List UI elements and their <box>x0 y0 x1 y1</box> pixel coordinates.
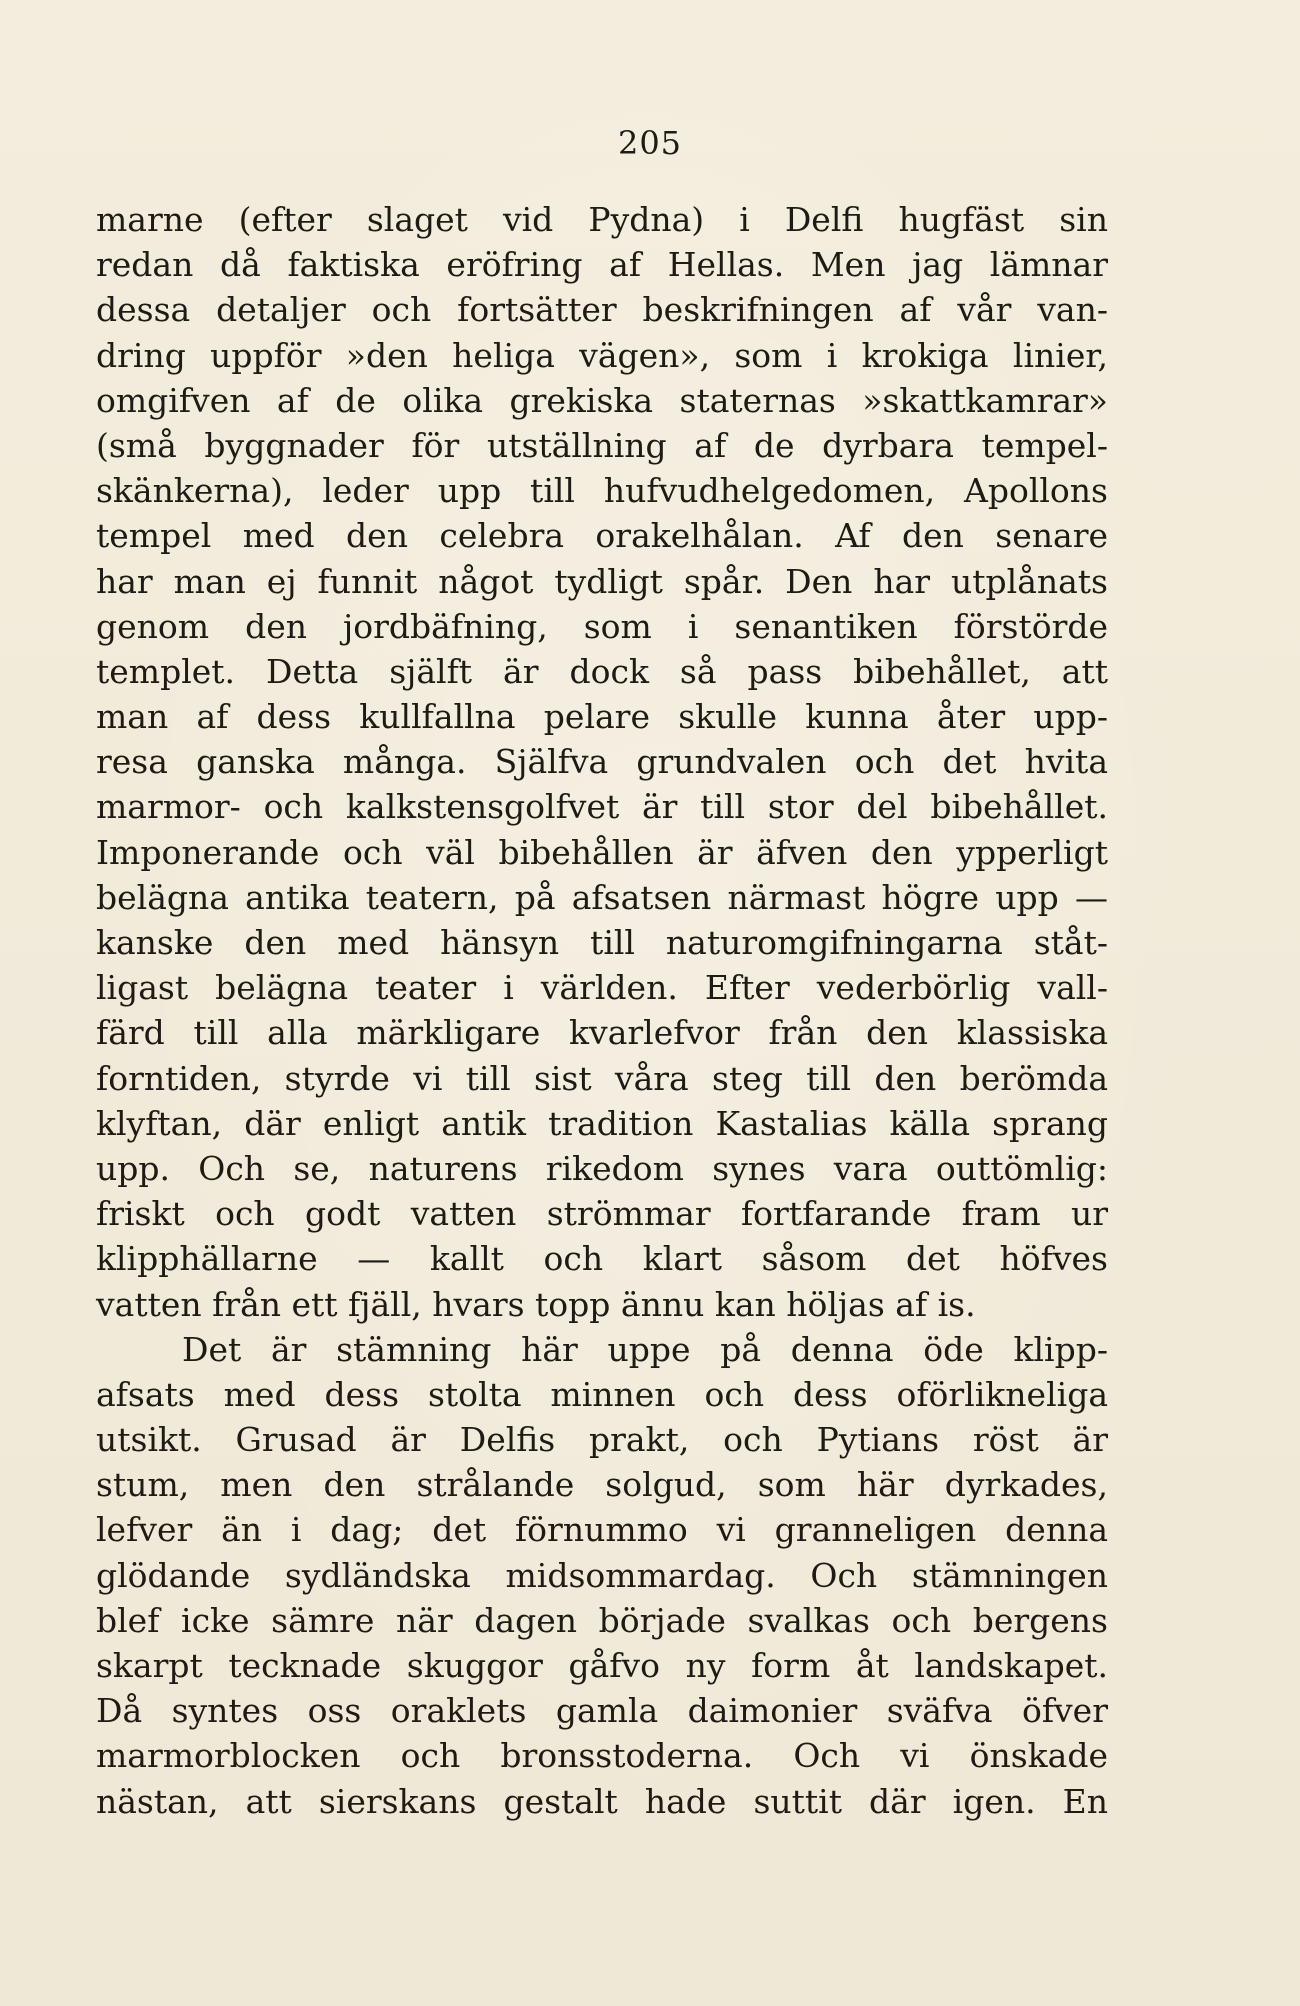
text-line: forntiden, styrde vi till sist våra steg till den berömda <box>96 1058 1108 1098</box>
text-line: belägna antika teatern, på afsatsen närmast högre upp — <box>96 877 1108 917</box>
body-text <box>96 197 1108 1824</box>
text-line: Det är stämning här uppe på denna öde klipp- <box>182 1329 1108 1369</box>
text-line: har man ej funnit något tydligt spår. Den har utplånats <box>96 561 1108 601</box>
text-line: vatten från ett fjäll, hvars topp ännu kan höljas af is. <box>96 1284 976 1324</box>
text-line: ligast belägna teater i världen. Efter vederbörlig vall- <box>96 968 1108 1008</box>
text-line: marne (efter slaget vid Pydna) i Delfi hugfäst sin <box>96 200 1108 239</box>
text-line: resa ganska många. Själfva grundvalen och det hvita <box>96 742 1108 782</box>
text-line: friskt och godt vatten strömmar fortfarande fram ur <box>96 1194 1108 1234</box>
page-number: 205 <box>617 124 683 162</box>
text-line: tempel med den celebra orakelhålan. Af den senare <box>96 516 1108 556</box>
text-line: omgifven af de olika grekiska staternas »skattkamrar» <box>96 380 1108 420</box>
text-line: afsats med dess stolta minnen och dess oförlikneliga <box>96 1374 1108 1414</box>
text-line: nästan, att sierskans gestalt hade suttit där igen. En <box>96 1781 1108 1821</box>
text-line: blef icke sämre när dagen började svalkas och bergens <box>96 1600 1108 1640</box>
text-line: Imponerande och väl bibehållen är äfven den ypperligt <box>96 832 1108 872</box>
text-line: dessa detaljer och fortsätter beskrifningen af vår van- <box>96 290 1108 330</box>
text-line: skarpt tecknade skuggor gåfvo ny form åt landskapet. <box>96 1646 1108 1685</box>
text-line: marmorblocken och bronsstoderna. Och vi önskade <box>96 1736 1108 1776</box>
text-line: redan då faktiska eröfring af Hellas. Men jag lämnar <box>96 245 1108 285</box>
text-line: klyftan, där enligt antik tradition Kastalias källa sprang <box>96 1103 1108 1143</box>
text-line: utsikt. Grusad är Delfis prakt, och Pytians röst är <box>96 1420 1108 1460</box>
text-line: man af dess kullfallna pelare skulle kunna åter upp- <box>96 697 1108 737</box>
text-line: stum, men den strålande solgud, som här dyrkades, <box>96 1465 1108 1505</box>
text-line: skänkerna), leder upp till hufvudhelgedomen, Apollons <box>96 471 1108 511</box>
text-line: (små byggnader för utställning af de dyrbara tempel- <box>96 425 1108 465</box>
text-line: klipphällarne — kallt och klart såsom det höfves <box>96 1239 1108 1279</box>
text-line: Då syntes oss oraklets gamla daimonier sväfva öfver <box>96 1691 1108 1731</box>
text-line: kanske den med hänsyn till naturomgifningarna ståt- <box>96 923 1108 962</box>
text-line: genom den jordbäfning, som i senantiken förstörde <box>96 606 1108 646</box>
text-line: upp. Och se, naturens rikedom synes vara outtömlig: <box>96 1148 1108 1188</box>
text-line: templet. Detta själft är dock så pass bibehållet, att <box>96 651 1108 691</box>
text-line: glödande sydländska midsommardag. Och stämningen <box>96 1555 1108 1595</box>
text-line: marmor- och kalkstensgolfvet är till stor del bibehållet. <box>96 787 1108 827</box>
text-line: dring uppför »den heliga vägen», som i krokiga linier, <box>96 335 1108 375</box>
text-line: lefver än i dag; det förnummo vi granneligen denna <box>96 1510 1108 1550</box>
text-line: färd till alla märkligare kvarlefvor från den klassiska <box>96 1013 1108 1053</box>
